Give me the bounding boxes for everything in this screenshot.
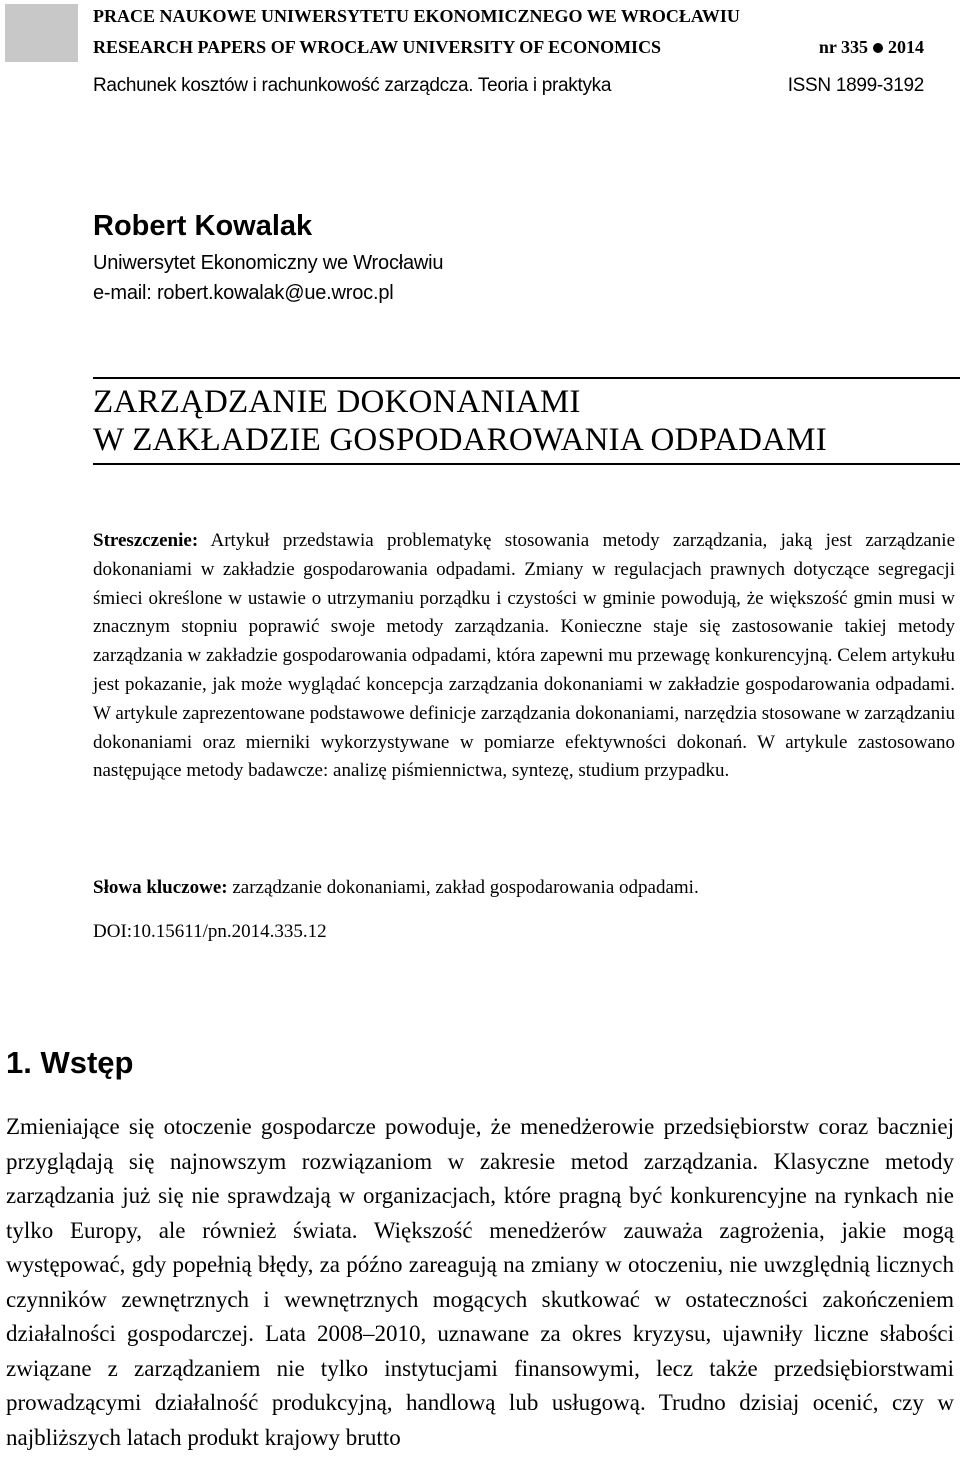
issue-year: 2014 — [888, 37, 924, 57]
keywords-text: zarządzanie dokonaniami, zakład gospodarowania odpadami. — [232, 877, 699, 898]
issue-info — [819, 36, 924, 58]
keywords-label: Słowa kluczowe: — [93, 877, 228, 898]
journal-title-english: RESEARCH PAPERS OF WROCŁAW UNIVERSITY OF ECONOMICS — [93, 37, 662, 57]
issue-number: nr 335 — [818, 37, 868, 57]
section-heading: 1. Wstęp — [6, 1045, 134, 1080]
keywords — [93, 874, 955, 902]
issn: ISSN 1899-3192 — [787, 75, 924, 96]
paper-title-line-1: ZARZĄDZANIE DOKONANIAMI — [93, 384, 581, 420]
section-body-text: Zmieniające się otoczenie gospodarcze powoduje, że menedżerowie przedsiębiorstw coraz baczniej przyglądają się najnowszym rozwiązaniom w zakresie metod zarządzania. Klasyczne metody zarządzania już się nie sprawdzają w organizacjach, które pragną być konkurencyjne na rynkach nie tylko Europy, ale również świata. Większość menedżerów zauważa zagrożenia, jakie mogą występować, gdy popełnią błędy, za późno zareagują na zmiany w otoczeniu, nie uwzględnią licznych czynników zewnętrznych i wewnętrznych mogących skutkować w ostateczności zakończeniem działalności gospodarczej. Lata 2008–2010, uznawane za okres kryzysu, ujawniły liczne słabości związane z zarządzaniem nie tylko instytucjami finansowymi, lecz także przedsiębiorstwami prowadzącymi działalność produkcyjną, handlową lub usługową. Trudno dzisiaj ocenić, czy w najbliższych latach produkt krajowy brutto — [6, 1114, 954, 1450]
series-title: Rachunek kosztów i rachunkowość zarządcza. Teoria i praktyka — [93, 75, 612, 96]
title-top-rule — [93, 377, 960, 379]
paper-title-line-2: W ZAKŁADZIE GOSPODAROWANIA ODPADAMI — [93, 422, 827, 458]
author-affiliation: Uniwersytet Ekonomiczny we Wrocławiu — [93, 252, 444, 274]
author-email: e-mail: robert.kowalak@ue.wroc.pl — [93, 282, 394, 304]
abstract-label: Streszczenie: — [93, 530, 199, 551]
author-name: Robert Kowalak — [93, 210, 313, 242]
title-bottom-rule — [93, 463, 960, 465]
doi: DOI:10.15611/pn.2014.335.12 — [93, 921, 327, 942]
header-decoration-box — [5, 4, 78, 62]
journal-title-polish: PRACE NAUKOWE UNIWERSYTETU EKONOMICZNEGO WE WROCŁAWIU — [93, 6, 740, 26]
abstract-text: Artykuł przedstawia problematykę stosowania metody zarządzania, jaką jest zarządzanie dokonaniami w zakładzie gospodarowania odpadami. Zmiany w regulacjach prawnych dotyczące segregacji śmieci określone w ustawie o utrzymaniu porządku i czystości w gminie powodują, że większość gmin musi w znacznym stopniu poprawić swoje metody zarządzania. Konieczne staje się zastosowanie takiej metody zarządzania w zakładzie gospodarowania odpadami, która zapewni mu przewagę konkurencyjną. Celem artykułu jest pokazanie, jak może wyglądać koncepcja zarządzania dokonaniami w zakładzie gospodarowania odpadami. W artykule zaprezentowane podstawowe definicje zarządzania dokonaniami, narzędzia stosowane w zarządzaniu dokonaniami oraz mierniki wykorzystywane w pomiarze efektywności dokonań. W artykule zastosowano następujące metody badawcze: analizę piśmiennictwa, syntezę, studium przypadku. — [93, 530, 956, 782]
abstract — [93, 527, 955, 786]
bullet-icon — [873, 43, 883, 53]
